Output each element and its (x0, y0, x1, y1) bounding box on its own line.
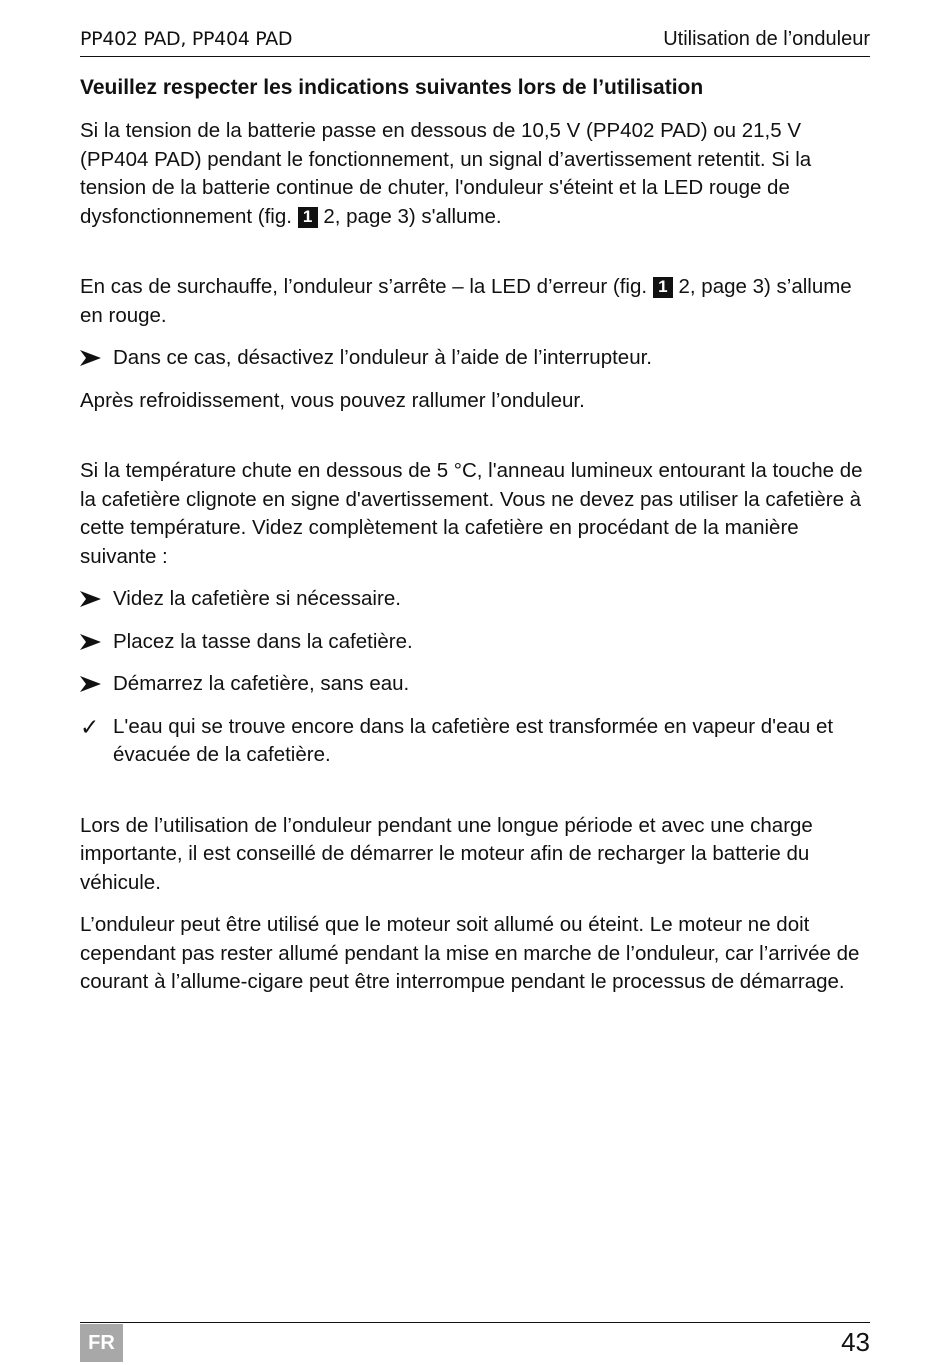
step-text: Démarrez la cafetière, sans eau. (113, 672, 410, 695)
paragraph-long-use: Lors de l’utilisation de l’onduleur pendant une longue période et avec une charge importante, il est conseillé de démarrer le moteur afin de recharger la batterie du véhicule. (80, 813, 813, 894)
section-heading: Veuillez respecter les indications suivantes lors de l’utilisation (80, 76, 704, 99)
paragraph-low-voltage-after: 2, page 3) s'allume. (323, 204, 502, 228)
paragraph-low-voltage-text: Si la tension de la batterie passe en dessous de 10,5 V (PP402 PAD) ou 21,5 V (PP404 PAD) pendant le fonctionnement, un signal d’avertissement retentit. Si la tension de la batterie continue de chuter, l'onduleur s'éteint et la LED rouge de dysfonctionnement (fig. (80, 119, 812, 228)
step-item (80, 585, 870, 614)
arrow-bullet-icon (80, 585, 106, 614)
figure-ref-badge: 1 (298, 207, 318, 228)
header-section: Utilisation de l’onduleur (663, 28, 870, 50)
paragraph-engine: L’onduleur peut être utilisé que le moteur soit allumé ou éteint. Le moteur ne doit cependant pas rester allumé pendant la mise en marche de l’onduleur, car l’arrivée de courant à l’allume-cigare peut être interrompue pendant le processus de démarrage. (80, 913, 860, 993)
step-text: Placez la tasse dans la cafetière. (113, 629, 413, 653)
paragraph-low-voltage (80, 117, 870, 231)
paragraph-cooldown: Après refroidissement, vous pouvez rallumer l’onduleur. (80, 388, 585, 412)
arrow-bullet-icon (80, 628, 106, 657)
figure-ref-badge: 1 (653, 277, 673, 298)
paragraph-overheat-after: 2, page 3) s’allume en rouge. (80, 275, 852, 327)
page-header (80, 26, 870, 57)
paragraph-overheat (80, 273, 870, 330)
step-item (80, 670, 870, 699)
step-text: Dans ce cas, désactivez l’onduleur à l’aide de l’interrupteur. (113, 346, 652, 369)
page-number: 43 (841, 1327, 870, 1357)
step-item (80, 344, 870, 373)
result-text: L'eau qui se trouve encore dans la cafetière est transformée en vapeur d'eau et évacuée de la cafetière. (113, 714, 834, 766)
paragraph-low-temperature: Si la température chute en dessous de 5 °C, l'anneau lumineux entourant la touche de la cafetière clignote en signe d'avertissement. Vous ne devez pas utiliser la cafetière à cette température. Videz complètement la cafetière en procédant de la manière suivante : (80, 459, 863, 568)
language-badge: FR (80, 1324, 123, 1362)
paragraph-overheat-text: En cas de surchauffe, l’onduleur s’arrête – la LED d’erreur (fig. (80, 275, 648, 298)
footer-divider (80, 1322, 870, 1323)
step-item (80, 628, 870, 657)
check-mark-icon: ✓ (80, 713, 100, 740)
arrow-bullet-icon (80, 344, 106, 373)
arrow-bullet-icon (80, 670, 106, 699)
page-content (80, 74, 870, 997)
header-model: PP402 PAD, PP404 PAD (80, 28, 293, 50)
result-item (80, 713, 870, 770)
step-text: Videz la cafetière si nécessaire. (113, 587, 401, 610)
